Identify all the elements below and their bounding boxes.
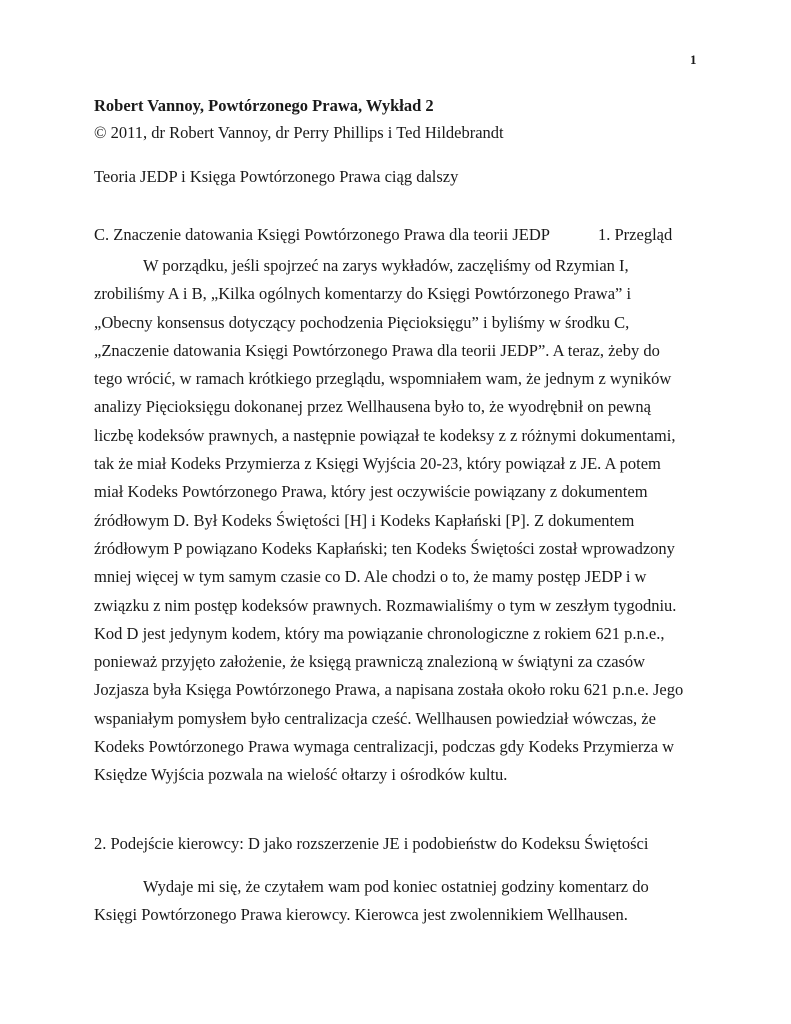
paragraph-line: Wydaje mi się, że czytałem wam pod koniec ostatniej godziny komentarz do xyxy=(143,877,649,896)
paragraph-line: tak że miał Kodeks Przymierza z Księgi Wyjścia 20-23, który powiązał z JE. A potem xyxy=(94,454,661,474)
lecture-title: Robert Vannoy, Powtórzonego Prawa, Wykład 2 xyxy=(94,96,434,115)
paragraph-line: Księdze Wyjścia pozwala na wielość ołtarzy i ośrodków kultu. xyxy=(94,765,508,785)
lecture-subtitle: Teoria JEDP i Księga Powtórzonego Prawa ciąg dalszy xyxy=(94,167,459,186)
paragraph-line: liczbę kodeksów prawnych, a następnie powiązał te kodeksy z z różnymi dokumentami, xyxy=(94,425,676,445)
paragraph-1 xyxy=(94,252,694,790)
paragraph-line: tego wrócić, w ramach krótkiego przeglądu, wspomniałem wam, że jednym z wyników xyxy=(94,369,672,389)
paragraph-line: ponieważ przyjęto założenie, że księgą prawniczą znalezioną w świątyni za czasów xyxy=(94,652,646,672)
paragraph-line: Kod D jest jedynym kodem, który ma powiązanie chronologiczne z rokiem 621 p.n.e., xyxy=(94,623,665,643)
paragraph-2 xyxy=(94,873,694,930)
section-c-heading-row xyxy=(94,225,694,245)
paragraph-line: źródłowym D. Był Kodeks Świętości [H] i Kodeks Kapłański [P]. Z dokumentem xyxy=(94,510,635,530)
paragraph-line: analizy Pięcioksięgu dokonanej przez Wellhausena było to, że wyodrębnił on pewną xyxy=(94,397,651,417)
paragraph-line: „Obecny konsensus dotyczący pochodzenia Pięcioksięgu” i byliśmy w środku C, xyxy=(94,312,630,332)
paragraph-line: wspaniałym pomysłem było centralizacja cześć. Wellhausen powiedział wówczas, że xyxy=(94,708,656,728)
paragraph-line: źródłowym P powiązano Kodeks Kapłański; ten Kodeks Świętości został wprowadzony xyxy=(94,538,675,558)
paragraph-line: miał Kodeks Powtórzonego Prawa, który jest oczywiście powiązany z dokumentem xyxy=(94,482,648,502)
paragraph-line: zrobiliśmy A i B, „Kilka ogólnych komentarzy do Księgi Powtórzonego Prawa” i xyxy=(94,284,632,304)
section-2-heading: 2. Podejście kierowcy: D jako rozszerzenie JE i podobieństw do Kodeksu Świętości xyxy=(94,834,649,853)
paragraph-line: W porządku, jeśli spojrzeć na zarys wykładów, zaczęliśmy od Rzymian I, xyxy=(143,256,629,275)
page-number: 1 xyxy=(690,52,697,67)
section-c-heading: C. Znaczenie datowania Księgi Powtórzonego Prawa dla teorii JEDP xyxy=(94,225,550,244)
copyright-line: © 2011, dr Robert Vannoy, dr Perry Phillips i Ted Hildebrandt xyxy=(94,123,504,142)
paragraph-line: związku z nim postęp kodeksów prawnych. Rozmawialiśmy o tym w zeszłym tygodniu. xyxy=(94,595,677,615)
paragraph-line: Jozjasza była Księga Powtórzonego Prawa, a napisana została około roku 621 p.n.e. Jego xyxy=(94,680,684,700)
paragraph-line: „Znaczenie datowania Księgi Powtórzonego Prawa dla teorii JEDP”. A teraz, żeby do xyxy=(94,340,660,360)
paragraph-line: Księgi Powtórzonego Prawa kierowcy. Kierowca jest zwolennikiem Wellhausen. xyxy=(94,905,628,925)
paragraph-line: mniej więcej w tym samym czasie co D. Ale chodzi o to, że mamy postęp JEDP i w xyxy=(94,567,647,587)
paragraph-line: Kodeks Powtórzonego Prawa wymaga centralizacji, podczas gdy Kodeks Przymierza w xyxy=(94,737,675,757)
section-c-subheading: 1. Przegląd xyxy=(598,225,673,244)
